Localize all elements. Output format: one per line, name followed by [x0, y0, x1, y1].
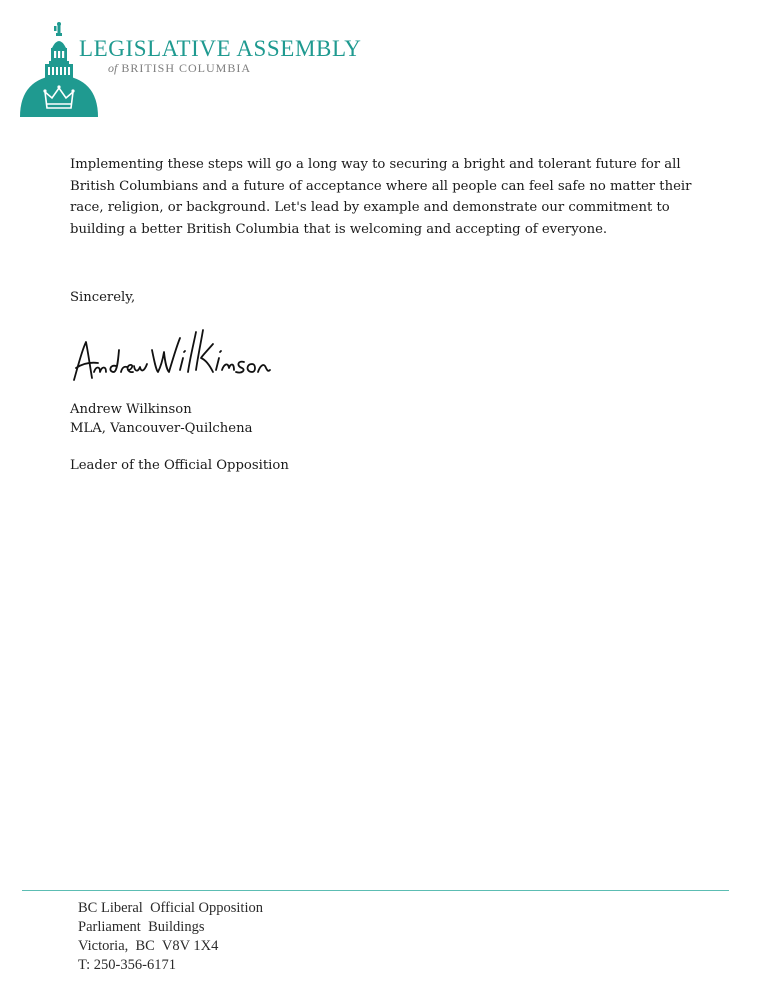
footer-address: [78, 899, 263, 975]
footer-line-building: Parliament Buildings: [78, 919, 205, 935]
handwritten-signature: [68, 322, 278, 386]
legislature-dome-logo-icon: [18, 20, 102, 118]
body-paragraph: Implementing these steps will go a long way to securing a bright and tolerant future for all British Columbians and a future of acceptance where all people can feel safe no matter their race, religion, or background. Let's lead by example and demonstrate our commitment to building a better British Columbia that is welcoming and accepting of everyone.: [70, 157, 692, 237]
of-word: of: [108, 61, 118, 75]
organization-province: [108, 62, 251, 74]
signer-title: MLA, Vancouver-Quilchena: [70, 421, 253, 436]
signer-name: Andrew Wilkinson: [70, 402, 192, 417]
signer-block: [70, 400, 289, 475]
footer-line-city: Victoria, BC V8V 1X4: [78, 938, 219, 954]
signer-role: Leader of the Official Opposition: [70, 458, 289, 473]
footer-line-phone: T: 250-356-6171: [78, 957, 176, 973]
closing-salutation: Sincerely,: [70, 290, 136, 305]
letter-body: [70, 154, 710, 240]
organization-name: LEGISLATIVE ASSEMBLY: [79, 36, 362, 61]
letterhead: [18, 20, 398, 120]
footer-line-office: BC Liberal Official Opposition: [78, 900, 263, 916]
province-name: BRITISH COLUMBIA: [121, 61, 252, 75]
footer-divider: [22, 890, 729, 891]
